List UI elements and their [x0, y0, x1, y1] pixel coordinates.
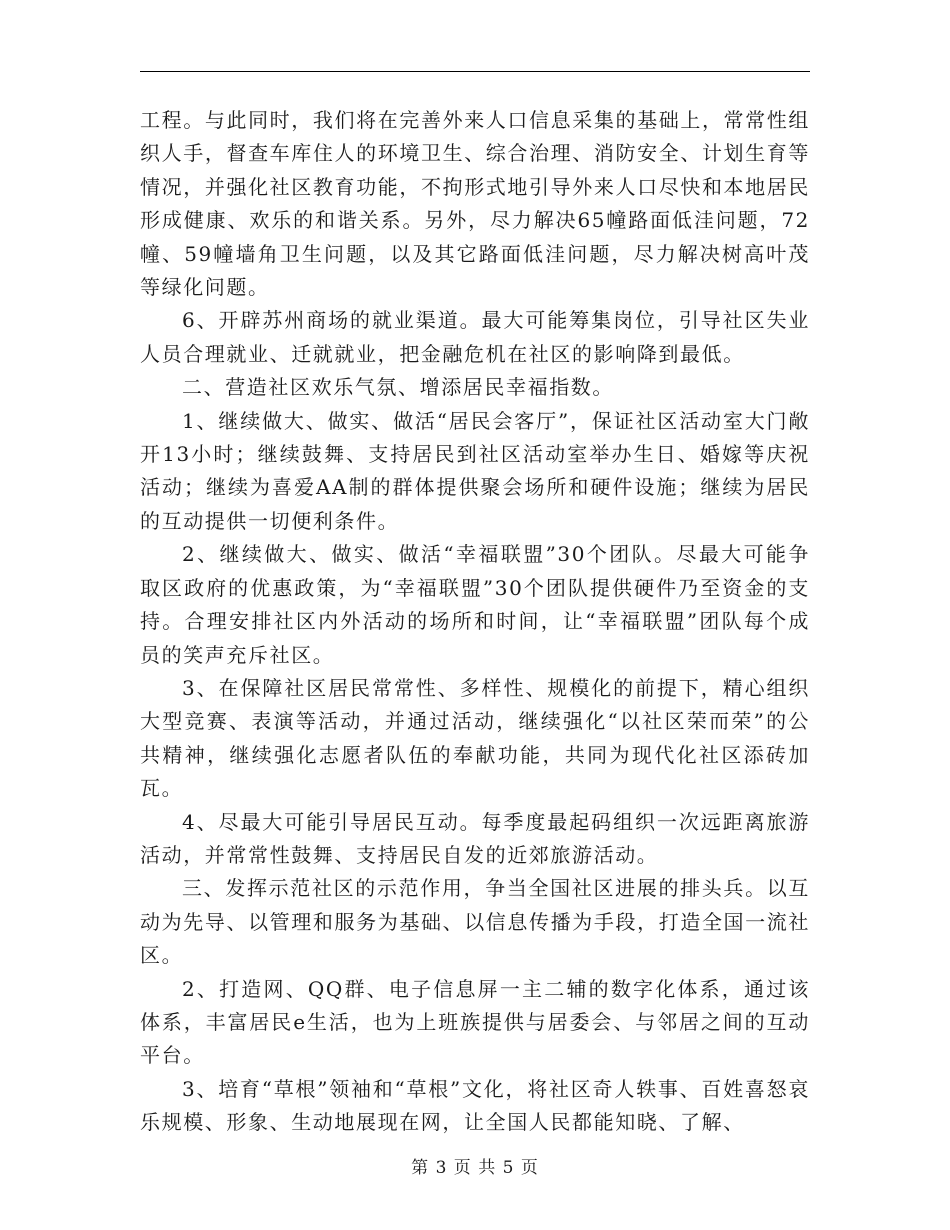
- document-body: [140, 104, 810, 1140]
- paragraph-item-2-happiness-alliance: 2、继续做大、做实、做活“幸福联盟”30个团队。尽最大可能争取区政府的优惠政策，为“幸福联盟”30个团队提供硬件乃至资金的支持。合理安排社区内外活动的场所和时间，让“幸福联盟”团队每个成员的笑声充斥社区。: [140, 542, 810, 667]
- paragraph-item-3-competitions: 3、在保障社区居民常常性、多样性、规模化的前提下，精心组织大型竞赛、表演等活动，并通过活动，继续强化“以社区荣而荣”的公共精神，继续强化志愿者队伍的奉献功能，共同为现代化社区添砖加瓦。: [140, 675, 810, 801]
- page-number-footer: 第 3 页 共 5 页: [411, 1158, 539, 1178]
- section-heading-2: 二、营造社区欢乐气氛、增添居民幸福指数。: [182, 375, 614, 400]
- paragraph-item-4-travel: 4、尽最大可能引导居民互动。每季度最起码组织一次远距离旅游活动，并常常性鼓舞、支持居民自发的近郊旅游活动。: [140, 809, 810, 867]
- paragraph-item-6-employment: 6、开辟苏州商场的就业渠道。最大可能筹集岗位，引导社区失业人员合理就业、迁就就业，把金融危机在社区的影响降到最低。: [140, 308, 810, 366]
- header-rule: [140, 71, 810, 72]
- paragraph-item-3-grassroots: 3、培育“草根”领袖和“草根”文化，将社区奇人轶事、百姓喜怒哀乐规模、形象、生动地展现在网，让全国人民都能知晓、了解、: [140, 1076, 810, 1135]
- paragraph-item-2-digital-system: 2、打造网、QQ群、电子信息屏一主二辅的数字化体系，通过该体系，丰富居民e生活，也为上班族提供与居委会、与邻居之间的互动平台。: [140, 976, 810, 1068]
- section-heading-3: 三、发挥示范社区的示范作用，争当全国社区进展的排头兵。以互动为先导、以管理和服务为基础、以信息传播为手段，打造全国一流社区。: [140, 876, 810, 968]
- paragraph-continuation: 工程。与此同时，我们将在完善外来人口信息采集的基础上，常常性组织人手，督查车库住人的环境卫生、综合治理、消防安全、计划生育等情况，并强化社区教育功能，不拘形式地引导外来人口尽快和本地居民形成健康、欢乐的和谐关系。另外，尽力解决65幢路面低洼问题，72幢、59幢墙角卫生问题，以及其它路面低洼问题，尽力解决树高叶茂等绿化问题。: [140, 108, 810, 300]
- paragraph-item-1-living-room: 1、继续做大、做实、做活“居民会客厅”，保证社区活动室大门敞开13小时；继续鼓舞、支持居民到社区活动室举办生日、婚嫁等庆祝活动；继续为喜爱AA制的群体提供聚会场所和硬件设施；继续为居民的互动提供一切便利条件。: [140, 408, 810, 533]
